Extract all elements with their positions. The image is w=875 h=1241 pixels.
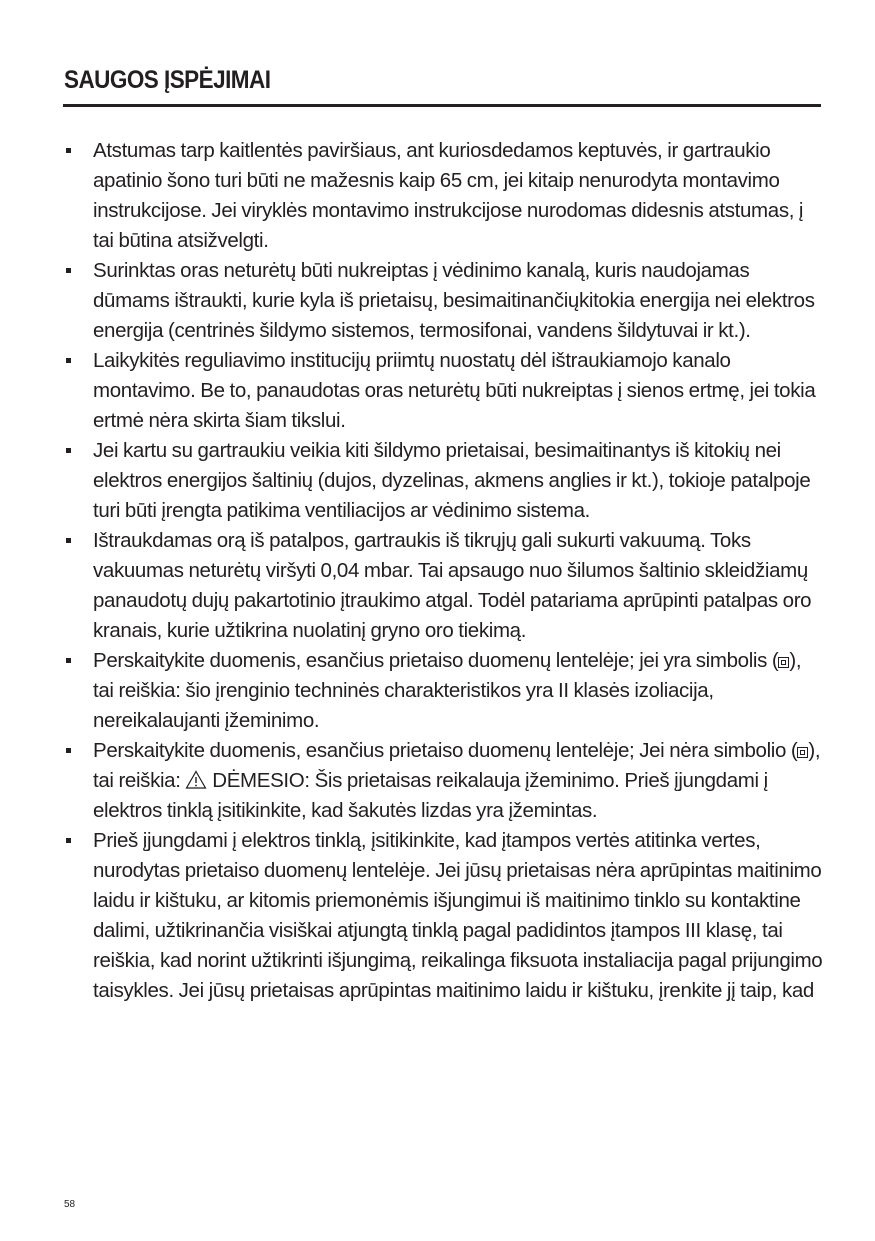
- list-item: [64, 346, 824, 436]
- bullet-icon: [66, 748, 71, 753]
- bullet-icon: [66, 358, 71, 363]
- list-item: [64, 526, 824, 646]
- title-divider: [63, 104, 821, 107]
- list-item-text: Prieš įjungdami į elektros tinklą, įsitikinkite, kad įtampos vertės atitinka vertes, nurodytas prietaiso duomenų lentelėje. Jei jūsų prietaisas nėra aprūpintas maitinimo laidu ir kištuku, ar kitomis priemonėmis išjungimui iš maitinimo tinklo su kontaktine dalimi, užtikrinančia visiškai atjungtą tinklą pagal padidintos įtampos III klasę, tai reiškia, kad norint užtikrinti išjungimą, reikalinga fiksuota instaliacija pagal prijungimo taisykles. Jei jūsų prietaisas aprūpintas maitinimo laidu ir kištuku, įrenkite jį taip, kad: [93, 829, 823, 1002]
- bullet-icon: [66, 148, 71, 153]
- page-number: 58: [64, 1199, 76, 1210]
- list-item-text-before: Perskaitykite duomenis, esančius prietaiso duomenų lentelėje; Jei nėra simbolio (: [93, 739, 798, 762]
- list-item-text: Atstumas tarp kaitlentės paviršiaus, ant kuriosdedamos keptuvės, ir gartraukio apatinio šono turi būti ne mažesnis kaip 65 cm, jei kitaip nenurodyta montavimo instrukcijose. Jei viryklės montavimo instrukcijose nurodomas didesnis atstumas, į tai būtina atsižvelgti.: [93, 139, 804, 252]
- list-item-text-before: Perskaitykite duomenis, esančius prietaiso duomenų lentelėje; jei yra simbolis (: [93, 649, 779, 672]
- warning-icon: [185, 770, 207, 789]
- list-item: [64, 436, 824, 526]
- list-item: [64, 646, 824, 736]
- bullet-icon: [66, 658, 71, 663]
- safety-warnings-list: [64, 136, 824, 1006]
- list-item-text: Laikykitės reguliavimo institucijų priimtų nuostatų dėl ištraukiamojo kanalo montavimo. Be to, panaudotas oras neturėtų būti nukreiptas į sienos ertmę, jei tokia ertmė nėra skirta šiam tikslui.: [93, 349, 816, 432]
- class-ii-insulation-icon: [797, 747, 808, 758]
- list-item: [64, 136, 824, 256]
- list-item-text-after: DĖMESIO: Šis prietaisas reikalauja įžeminimo. Prieš įjungdami į elektros tinklą įsitikinkite, kad šakutės lizdas yra įžemintas.: [93, 769, 768, 822]
- list-item-text: Jei kartu su gartraukiu veikia kiti šildymo prietaisai, besimaitinantys iš kitokių nei elektros energijos šaltinių (dujos, dyzelinas, akmens anglies ir kt.), tokioje patalpoje turi būti įrengta patikima ventiliacijos ar vėdinimo sistema.: [93, 439, 811, 522]
- bullet-icon: [66, 448, 71, 453]
- list-item: [64, 736, 824, 826]
- list-item-text: Ištraukdamas orą iš patalpos, gartraukis iš tikrųjų gali sukurti vakuumą. Toks vakuumas neturėtų viršyti 0,04 mbar. Tai apsaugo nuo šilumos šaltinio skleidžiamų panaudotų dujų pakartotinio įtraukimo atgal. Todėl patariama aprūpinti patalpas oro kranais, kurie užtikrina nuolatinį gryno oro tiekimą.: [93, 529, 812, 642]
- bullet-icon: [66, 268, 71, 273]
- bullet-icon: [66, 838, 71, 843]
- list-item: [64, 256, 824, 346]
- list-item-text-middle: ), tai reiškia:: [93, 739, 821, 792]
- class-ii-insulation-icon: [778, 657, 789, 668]
- bullet-icon: [66, 538, 71, 543]
- page-title: SAUGOS ĮSPĖJIMAI: [64, 66, 271, 94]
- list-item-text-after: ), tai reiškia: šio įrenginio techninės charakteristikos yra II klasės izoliacija, nereikalaujanti įžeminimo.: [93, 649, 802, 732]
- list-item-text: Surinktas oras neturėtų būti nukreiptas į vėdinimo kanalą, kuris naudojamas dūmams ištraukti, kurie kyla iš prietaisų, besimaitinančiųkitokia energija nei elektros energija (centrinės šildymo sistemos, termosifonai, vandens šildytuvai ir kt.).: [93, 259, 815, 342]
- list-item: [64, 826, 824, 1006]
